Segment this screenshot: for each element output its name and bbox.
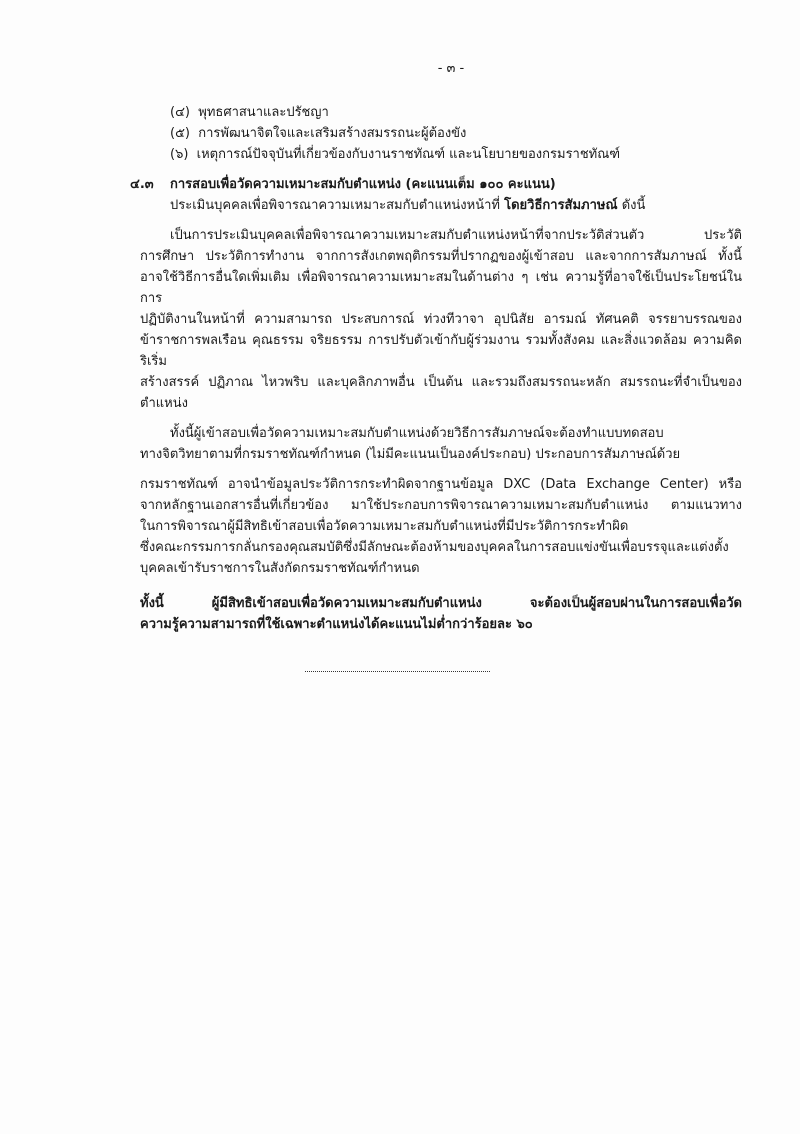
section-number: ๔.๓ (130, 177, 154, 192)
para3-line: จากหลักฐานเอกสารอื่นที่เกี่ยวข้อง มาใช้ประกอบการพิจารณาความเหมาะสมกับตำแหน่ง ตามแนวทาง (140, 498, 742, 513)
page-number: - ๓ - (437, 61, 465, 76)
para1-line: ข้าราชการพลเรือน คุณธรรม จริยธรรม การปรับตัวเข้ากับผู้ร่วมงาน รวมทั้งสังคม และสิ่งแวดล้อม ความคิดริเริ่ม (140, 333, 742, 369)
list-number: (๖) (170, 147, 189, 162)
document-body (130, 58, 742, 672)
para2-line: ทั้งนี้ผู้เข้าสอบเพื่อวัดความเหมาะสมกับตำแหน่งด้วยวิธีการสัมภาษณ์จะต้องทำแบบทดสอบ (170, 426, 664, 441)
para1-line: การศึกษา ประวัติการทำงาน จากการสังเกตพฤติกรรมที่ปรากฏของผู้เข้าสอบ และจากการสัมภาษณ์ ทั้งนี้ (140, 249, 742, 264)
section-title: การสอบเพื่อวัดความเหมาะสมกับตำแหน่ง (คะแนนเต็ม ๑๐๐ คะแนน) (170, 177, 556, 192)
section-intro (140, 195, 742, 216)
para3-line: บุคคลเข้ารับราชการในสังกัดกรมราชทัณฑ์กำหนด (140, 561, 420, 576)
list-text: การพัฒนาจิตใจและเสริมสร้างสมรรถนะผู้ต้องขัง (198, 126, 467, 141)
para1-line: เป็นการประเมินบุคคลเพื่อพิจารณาความเหมาะสมกับตำแหน่งหน้าที่จากประวัติส่วนตัว ประวัติ (170, 228, 742, 243)
list-item (140, 123, 742, 144)
list-number: (๕) (170, 126, 190, 141)
list-item (140, 144, 742, 165)
para3-line: กรมราชทัณฑ์ อาจนำข้อมูลประวัติการกระทำผิดจากฐานข้อมูล DXC (Data Exchange Center) หรือ (140, 477, 742, 492)
section-heading (130, 174, 742, 195)
para2-line: ทางจิตวิทยาตามที่กรมราชทัณฑ์กำหนด (ไม่มีคะแนนเป็นองค์ประกอบ) ประกอบการสัมภาษณ์ด้วย (140, 447, 681, 462)
para1-line: ปฏิบัติงานในหน้าที่ ความสามารถ ประสบการณ์ ท่วงทีวาจา อุปนิสัย อารมณ์ ทัศนคติ จรรยาบรรณของ (140, 312, 742, 327)
para3-line: ในการพิจารณาผู้มีสิทธิเข้าสอบเพื่อวัดความเหมาะสมกับตำแหน่งที่มีประวัติการกระทำผิด (140, 519, 629, 534)
list-text: พุทธศาสนาและปรัชญา (198, 105, 329, 120)
intro-text: ประเมินบุคคลเพื่อพิจารณาความเหมาะสมกับตำแหน่งหน้าที่ (170, 198, 500, 213)
list-item (140, 102, 742, 123)
para1-line: สร้างสรรค์ ปฏิภาณ ไหวพริบ และบุคลิกภาพอื่น เป็นต้น และรวมถึงสมรรถนะหลัก สมรรถนะที่จำเป็นของตำแหน่ง (140, 375, 742, 411)
intro-end: ดังนี้ (621, 198, 646, 213)
para4-line: ทั้งนี้ ผู้มีสิทธิเข้าสอบเพื่อวัดความเหมาะสมกับตำแหน่ง จะต้องเป็นผู้สอบผ่านในการสอบเพื่อวัด (140, 596, 742, 611)
para4-line: ความรู้ความสามารถที่ใช้เฉพาะตำแหน่งได้คะแนนไม่ต่ำกว่าร้อยละ ๖๐ (140, 617, 533, 632)
para1-line: อาจใช้วิธีการอื่นใดเพิ่มเติม เพื่อพิจารณาความเหมาะสมในด้านต่าง ๆ เช่น ความรู้ที่อาจใช้เป็นประโยชน์ในการ (140, 270, 742, 306)
dotted-end-line (305, 671, 490, 672)
list-text: เหตุการณ์ปัจจุบันที่เกี่ยวข้องกับงานราชทัณฑ์ และนโยบายของกรมราชทัณฑ์ (196, 147, 621, 162)
para3-line: ซึ่งคณะกรรมการกลั่นกรองคุณสมบัติซึ่งมีลักษณะต้องห้ามของบุคคลในการสอบแข่งขันเพื่อบรรจุและแต่งตั้ง (140, 540, 729, 555)
list-number: (๔) (170, 105, 190, 120)
intro-bold: โดยวิธีการสัมภาษณ์ (504, 198, 618, 213)
